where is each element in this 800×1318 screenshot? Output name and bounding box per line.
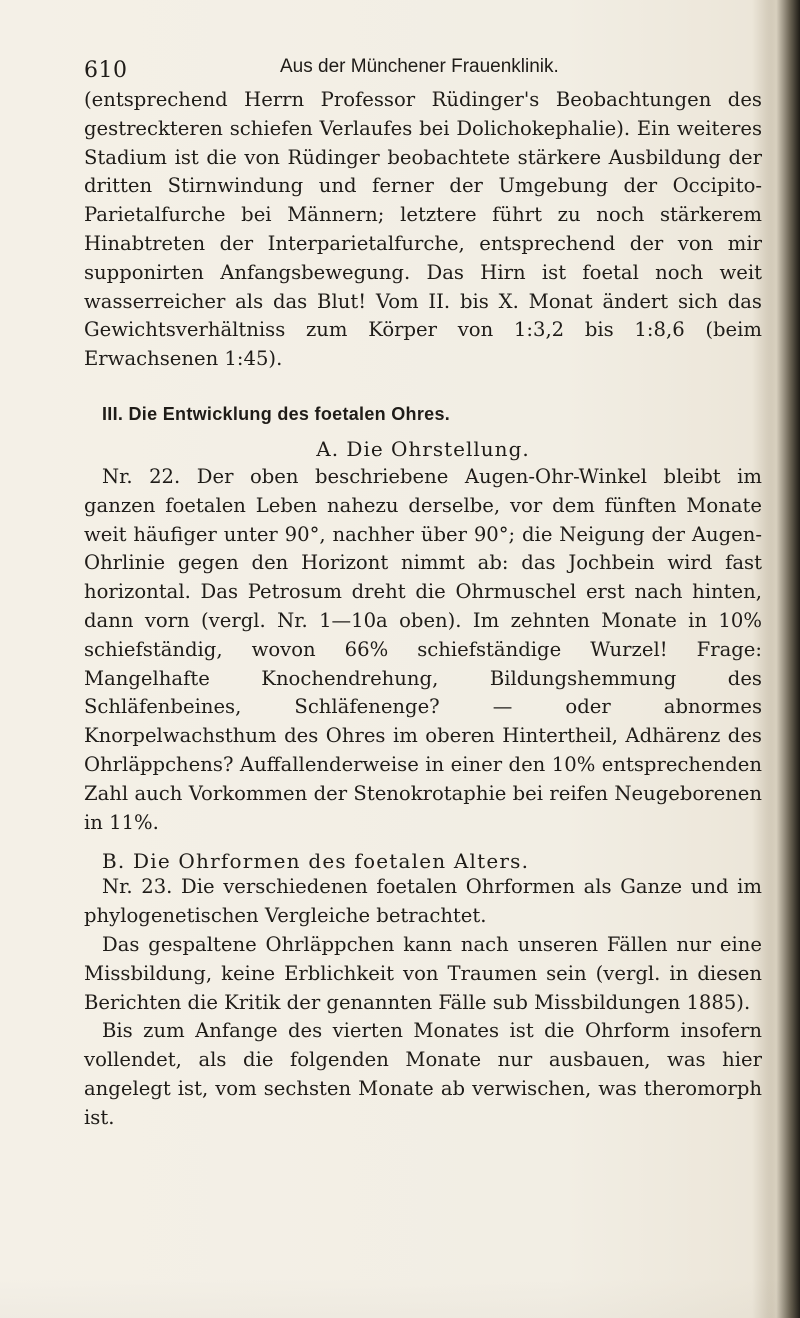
paragraph-split-earlobe <box>84 931 762 1017</box>
paragraph-nr22-text: Nr. 22. Der oben beschriebene Augen-Ohr-Winkel bleibt im ganzen foetalen Leben nahezu derselbe, vor dem fünften Monate weit häufiger unter 90°, nachher über 90°; die Neigung der Augen-Ohrlinie gegen den Horizont nimmt ab: das Jochbein wird fast horizontal. Das Petrosum dreht die Ohrmuschel erst nach hinten, dann vorn (vergl. Nr. 1—10a oben). Im zehnten Monate in 10% schiefständig, wovon 66% schiefständige Wurzel! Frage: Mangelhafte Knochendrehung, Bildungshemmung des Schläfenbeines, Schläfenenge? — oder abnormes Knorpelwachsthum des Ohres im oberen Hintertheil, Adhärenz des Ohrläppchens? Auffallenderweise in einer den 10% entsprechenden Zahl auch Vorkommen der Stenokrotaphie bei reifen Neugeborenen in 11%. <box>84 464 762 834</box>
paragraph-fourth-month <box>84 1017 762 1132</box>
page-number: 610 <box>84 58 128 83</box>
section-heading-ear-development: III. Die Entwicklung des foetalen Ohres. <box>102 403 451 424</box>
page-bottom-shade <box>0 1278 800 1318</box>
subheading-ear-position: A. Die Ohrstellung. <box>316 436 530 461</box>
running-head: Aus der Münchener Frauenklinik. <box>280 56 559 77</box>
paragraph-nr23 <box>84 873 762 931</box>
paragraph-nr23-text: Nr. 23. Die verschiedenen foetalen Ohrformen als Ganze und im phylogenetischen Vergleiche betrachtet. <box>84 875 762 928</box>
paragraph-split-earlobe-text: Das gespaltene Ohrläppchen kann nach unseren Fällen nur eine Missbildung, keine Erblichkeit von Traumen sein (vergl. in diesen Berichten die Kritik der genannten Fälle sub Missbildungen 1885). <box>84 932 762 1014</box>
paragraph-brain-development: (entsprechend Herrn Professor Rüdinger's Beobachtungen des gestreckteren schiefen Verlaufes bei Dolichokephalie). Ein weiteres Stadium ist die von Rüdinger beobachtete stärkere Ausbildung der dritten Stirnwindung und ferner der Umgebung der Occipito-Parietalfurche bei Männern; letztere führt zu noch stärkerem Hinabtreten der Interparietalfurche, entsprechend der von mir supponirten Anfangsbewegung. Das Hirn ist foetal noch weit wasserreicher als das Blut! Vom II. bis X. Monat ändert sich das Gewichtsverhältniss zum Körper von 1:3,2 bis 1:8,6 (beim Erwachsenen 1:45). <box>84 88 762 371</box>
book-spine-shadow <box>766 0 800 1318</box>
paragraph-fourth-month-text: Bis zum Anfange des vierten Monates ist die Ohrform insofern vollendet, als die folgenden Monate nur ausbauen, was hier angelegt ist, vom sechsten Monate ab verwischen, was theromorph ist. <box>84 1019 762 1129</box>
page-body <box>84 86 762 1133</box>
subheading-ear-forms: B. Die Ohrformen des foetalen Alters. <box>102 849 530 874</box>
paragraph-nr22 <box>84 463 762 837</box>
